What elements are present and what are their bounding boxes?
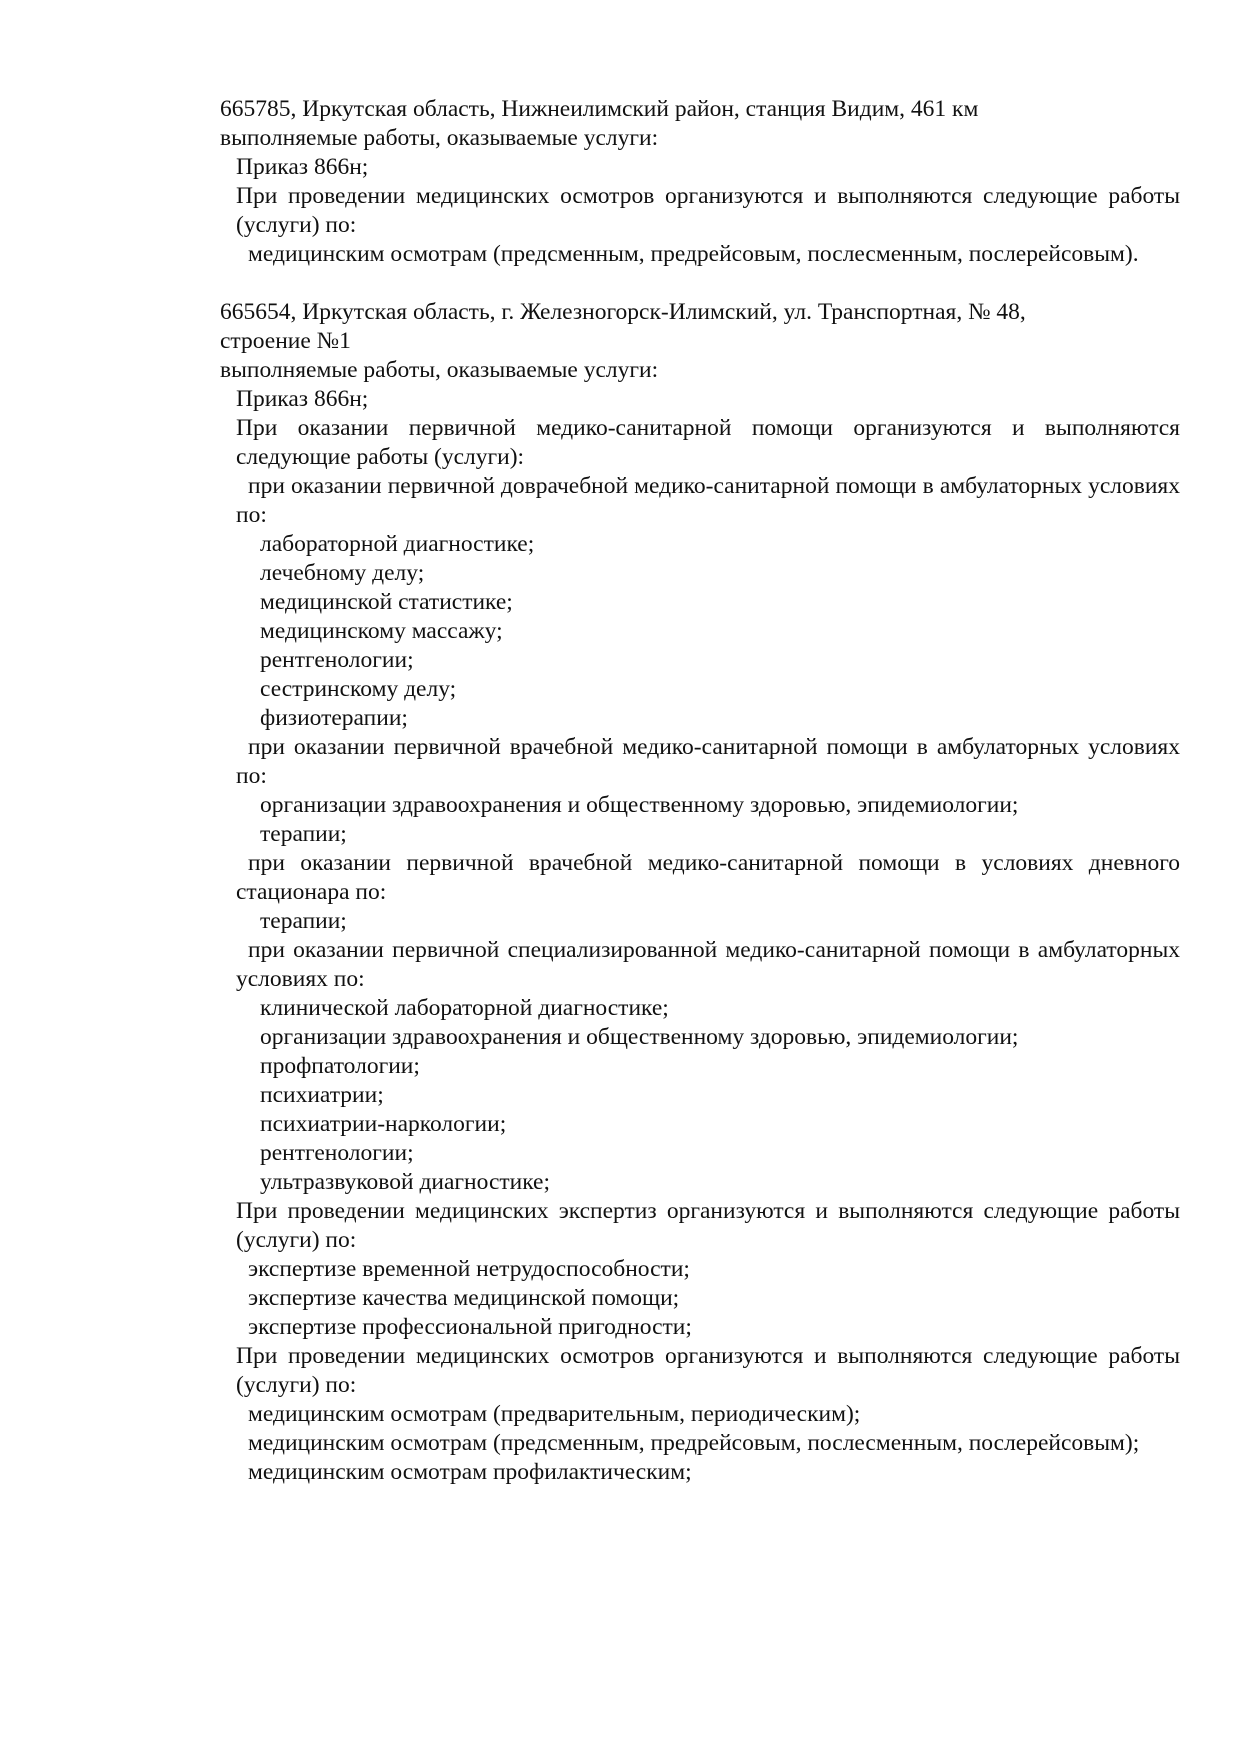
spec-item: ультразвуковой диагностике; xyxy=(260,1169,551,1195)
dovrach-item: физиотерапии; xyxy=(260,705,408,731)
spec-item: организации здравоохранения и общественному здоровью, эпидемиологии; xyxy=(260,1024,1019,1050)
dovrach-item: сестринскому делу; xyxy=(260,676,457,702)
expert-intro: При проведении медицинских экспертиз организуются и выполняются следующие работы (услуги) по: xyxy=(236,1198,1180,1253)
order-1: Приказ 866н; xyxy=(236,154,369,180)
address-2-line2: строение №1 xyxy=(220,328,351,354)
pmsp-intro: При оказании первичной медико-санитарной помощи организуются и выполняются следующие работы (услуги): xyxy=(236,415,1180,470)
osmotr-intro-2: При проведении медицинских осмотров организуются и выполняются следующие работы (услуги) по: xyxy=(236,1343,1180,1398)
dovrach-item: лабораторной диагностике; xyxy=(260,531,535,557)
dovrach-intro: при оказании первичной доврачебной медико-санитарной помощи в амбулаторных условиях по: xyxy=(236,473,1180,528)
services-heading-2: выполняемые работы, оказываемые услуги: xyxy=(220,357,659,383)
dovrach-item: медицинской статистике; xyxy=(260,589,513,615)
spec-item: профпатологии; xyxy=(260,1053,420,1079)
spec-item: рентгенологии; xyxy=(260,1140,414,1166)
services-heading-1: выполняемые работы, оказываемые услуги: xyxy=(220,125,659,151)
osmotr-item: медицинским осмотрам (предварительным, периодическим); xyxy=(248,1401,861,1427)
order-2: Приказ 866н; xyxy=(236,386,369,412)
expert-item: экспертизе временной нетрудоспособности; xyxy=(248,1256,690,1282)
vrach-amb-item: организации здравоохранения и общественному здоровью, эпидемиологии; xyxy=(260,792,1019,818)
section-gap xyxy=(220,269,1180,298)
expert-item: экспертизе качества медицинской помощи; xyxy=(248,1285,680,1311)
vrach-day-item: терапии; xyxy=(260,908,347,934)
spec-intro: при оказании первичной специализированной медико-санитарной помощи в амбулаторных условиях по: xyxy=(236,937,1180,992)
spec-item: психиатрии-наркологии; xyxy=(260,1111,507,1137)
osmotr-item: медицинским осмотрам (предсменным, предрейсовым, послесменным, послерейсовым); xyxy=(248,1430,1140,1456)
vrach-day-intro: при оказании первичной врачебной медико-санитарной помощи в условиях дневного стационара по: xyxy=(236,850,1180,905)
spec-item: клинической лабораторной диагностике; xyxy=(260,995,669,1021)
document-body xyxy=(220,95,1180,1487)
address-2-line1: 665654, Иркутская область, г. Железногорск-Илимский, ул. Транспортная, № 48, xyxy=(220,299,1026,325)
dovrach-item: рентгенологии; xyxy=(260,647,414,673)
address-1: 665785, Иркутская область, Нижнеилимский район, станция Видим, 461 км xyxy=(220,96,979,122)
osmotr-item-1-0: медицинским осмотрам (предсменным, предрейсовым, послесменным, послерейсовым). xyxy=(248,241,1139,267)
dovrach-item: медицинскому массажу; xyxy=(260,618,503,644)
expert-item: экспертизе профессиональной пригодности; xyxy=(248,1314,692,1340)
osmotr-intro-1: При проведении медицинских осмотров организуются и выполняются следующие работы (услуги) по: xyxy=(236,183,1180,238)
vrach-amb-intro: при оказании первичной врачебной медико-санитарной помощи в амбулаторных условиях по: xyxy=(236,734,1180,789)
spec-item: психиатрии; xyxy=(260,1082,384,1108)
dovrach-item: лечебному делу; xyxy=(260,560,425,586)
osmotr-item: медицинским осмотрам профилактическим; xyxy=(248,1459,692,1485)
vrach-amb-item: терапии; xyxy=(260,821,347,847)
